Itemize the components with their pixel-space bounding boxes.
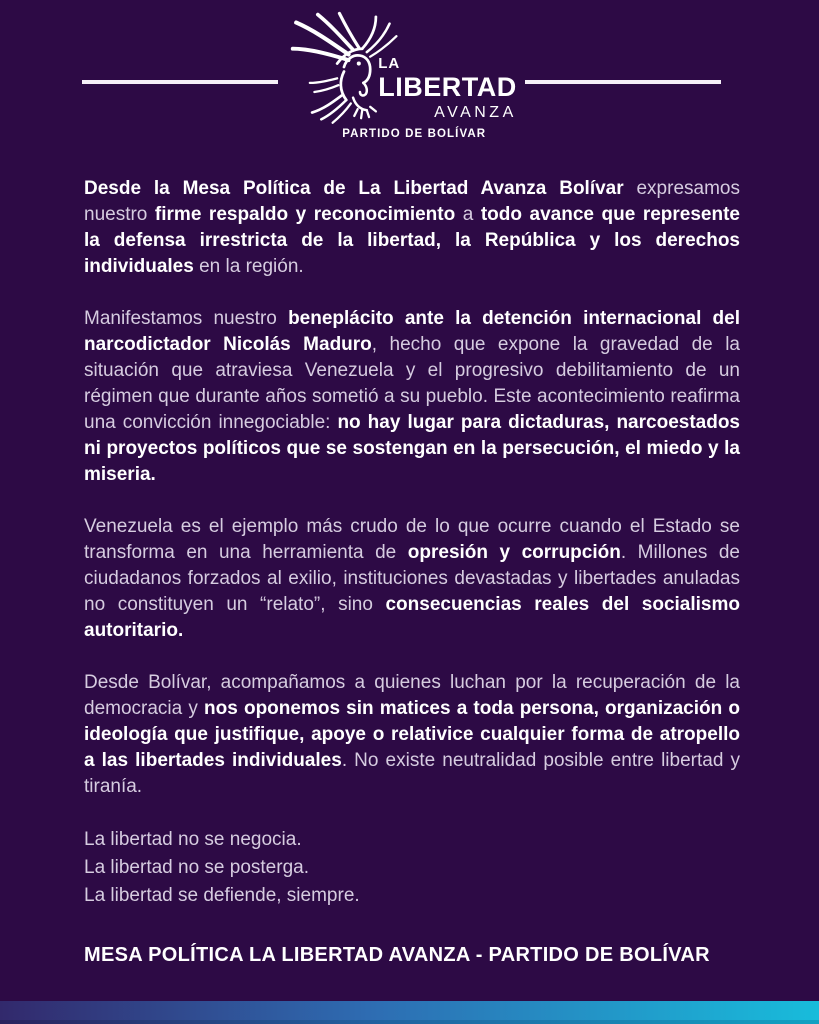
right-divider-line [525, 80, 721, 84]
footer-signature: MESA POLÍTICA LA LIBERTAD AVANZA - PARTIDO DE BOLÍVAR [84, 944, 710, 966]
paragraph-4: Desde Bolívar, acompañamos a quienes luchan por la recuperación de la democracia y nos oponemos sin matices a toda persona, organización o ideología que justifique, apoye o relativice cualquier forma de atropello a las libertades individuales. No existe neutralidad posible entre libertad y tiranía. [84, 672, 740, 797]
paragraph-2: Manifestamos nuestro beneplácito ante la detención internacional del narcodictador Nicolás Maduro, hecho que expone la gravedad de la situación que atraviesa Venezuela y el progresivo debilitamiento de un régimen que durante años sometió a su pueblo. Este acontecimiento reafirma una convicción innegociable: no hay lugar para dictaduras, narcoestados ni proyectos políticos que se sostengan en la persecución, el miedo y la miseria. [84, 308, 740, 485]
bottom-gradient-bar [0, 1001, 819, 1024]
slogan-line-1: La libertad no se negocia. [84, 829, 302, 850]
header [0, 0, 819, 150]
logo-text-libertad: LIBERTAD [378, 71, 517, 102]
logo-text-avanza: AVANZA [434, 103, 517, 121]
party-logo [286, 10, 517, 141]
logo-text-la: LA [378, 54, 401, 72]
slogan-line-3: La libertad se defiende, siempre. [84, 885, 360, 906]
paragraph-3: Venezuela es el ejemplo más crudo de lo que ocurre cuando el Estado se transforma en una herramienta de opresión y corrupción. Millones de ciudadanos forzados al exilio, instituciones devastadas y libertades anuladas no constituyen un “relato”, sino consecuencias reales del socialismo autoritario. [84, 516, 740, 641]
slogan-block [84, 826, 740, 910]
logo-text-partido: PARTIDO DE BOLÍVAR [342, 127, 487, 140]
statement-body [0, 176, 819, 967]
left-divider-line [82, 80, 278, 84]
logo-wordmark [342, 54, 517, 141]
paragraph-1: Desde la Mesa Política de La Libertad Avanza Bolívar expresamos nuestro firme respaldo y reconocimiento a todo avance que represente la defensa irrestricta de la libertad, la República y los derechos individuales en la región. [84, 178, 740, 277]
slogan-line-2: La libertad no se posterga. [84, 857, 309, 878]
